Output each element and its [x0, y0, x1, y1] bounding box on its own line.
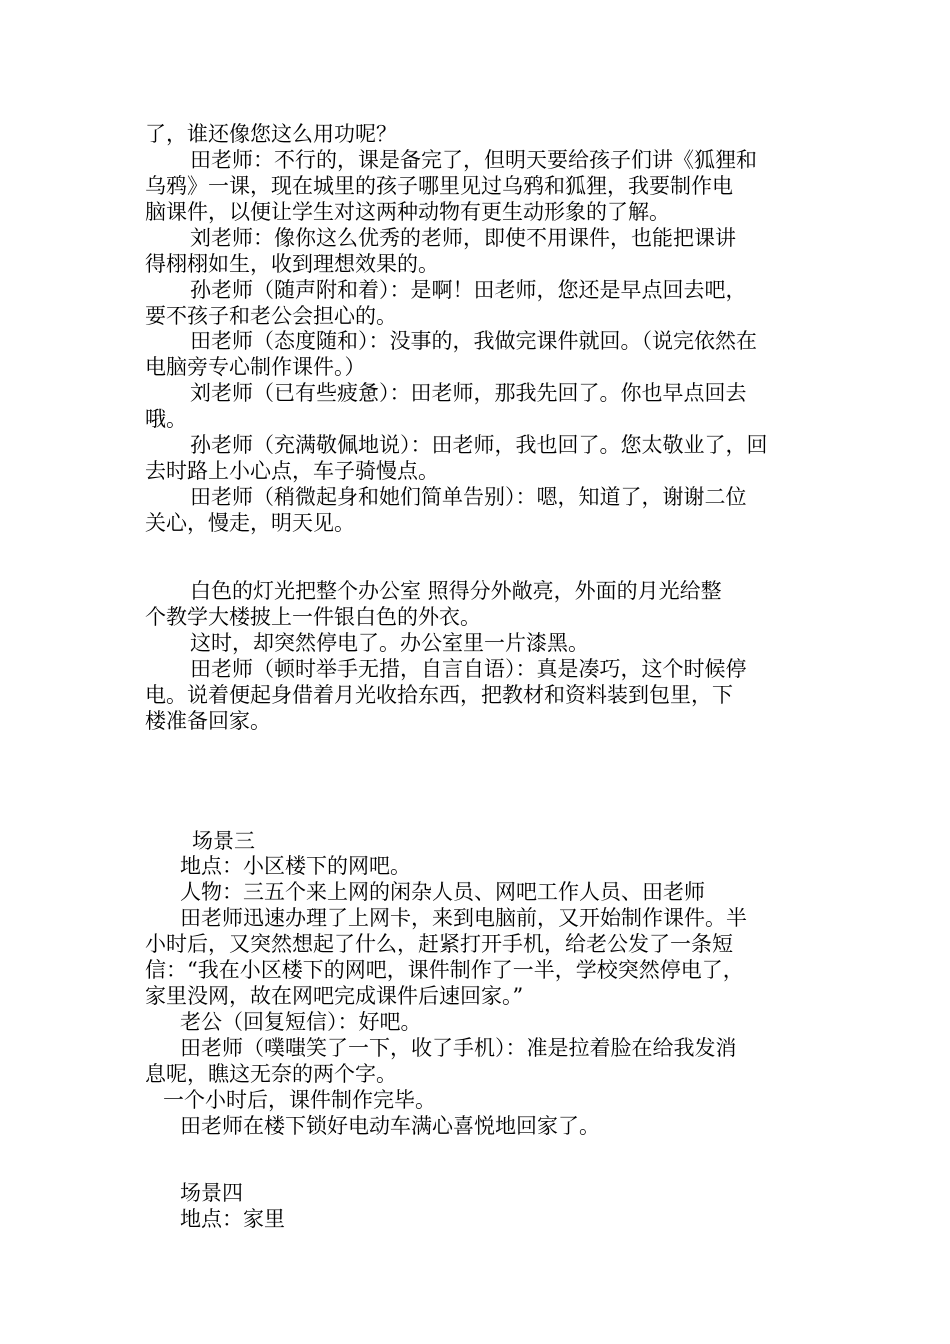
text-line: 楼准备回家。 [145, 709, 271, 733]
scene-heading: 场景四 [180, 1181, 243, 1205]
text-line: 小时后，又突然想起了什么，赶紧打开手机，给老公发了一条短 [145, 932, 733, 956]
text-line: 去时路上小心点，车子骑慢点。 [145, 459, 439, 483]
characters-line: 人物：三五个来上网的闲杂人员、网吧工作人员、田老师 [180, 880, 705, 904]
location-line: 地点：家里 [180, 1207, 285, 1231]
text-line: 家里没网，故在网吧完成课件后速回家。” [145, 984, 524, 1008]
dialogue-line: 田老师（顿时举手无措，自言自语）：真是凑巧，这个时候停 [190, 657, 747, 681]
narration-line: 田老师迅速办理了上网卡，来到电脑前，又开始制作课件。半 [180, 906, 747, 930]
text-line: 息呢，瞧这无奈的两个字。 [145, 1062, 397, 1086]
narration-line: 白色的灯光把整个办公室 照得分外敞亮，外面的月光给整 [190, 579, 722, 603]
dialogue-line: 田老师：不行的，课是备完了，但明天要给孩子们讲《狐狸和 [190, 148, 757, 172]
text-line: 乌鸦》一课，现在城里的孩子哪里见过乌鸦和狐狸，我要制作电 [145, 174, 733, 198]
text-line: 得栩栩如生，收到理想效果的。 [145, 252, 439, 276]
narration-line: 田老师在楼下锁好电动车满心喜悦地回家了。 [180, 1114, 600, 1138]
dialogue-line: 孙老师（随声附和着）：是啊！田老师，您还是早点回去吧， [190, 278, 747, 302]
text-line: 电脑旁专心制作课件。） [145, 355, 366, 379]
text-line: 关心，慢走，明天见。 [145, 511, 355, 535]
dialogue-line: 老公（回复短信）：好吧。 [180, 1010, 422, 1034]
location-line: 地点：小区楼下的网吧。 [180, 854, 411, 878]
text-line: 哦。 [145, 407, 187, 431]
narration-line: 这时，却突然停电了。办公室里一片漆黑。 [190, 631, 589, 655]
dialogue-line: 田老师（噗嗤笑了一下，收了手机）：准是拉着脸在给我发消 [180, 1036, 737, 1060]
dialogue-line: 刘老师：像你这么优秀的老师，即使不用课件，也能把课讲 [190, 226, 736, 250]
text-line: 个教学大楼披上一件银白色的外衣。 [145, 605, 481, 629]
text-line: 电。说着便起身借着月光收拾东西，把教材和资料装到包里，下 [145, 683, 733, 707]
text-line: 脑课件，以便让学生对这两种动物有更生动形象的了解。 [145, 200, 670, 224]
scene-heading: 场景三 [192, 829, 255, 853]
dialogue-line: 田老师（稍微起身和她们简单告别）：嗯，知道了，谢谢二位 [190, 485, 747, 509]
text-line: 要不孩子和老公会担心的。 [145, 304, 397, 328]
text-line: 了，谁还像您这么用功呢？ [145, 122, 397, 146]
narration-line: 一个小时后，课件制作完毕。 [163, 1088, 436, 1112]
dialogue-line: 田老师（态度随和）：没事的，我做完课件就回。（说完依然在 [190, 329, 757, 353]
dialogue-line: 孙老师（充满敬佩地说）：田老师，我也回了。您太敬业了，回 [190, 433, 768, 457]
text-line: 信：“我在小区楼下的网吧，课件制作了一半，学校突然停电了， [145, 958, 744, 982]
dialogue-line: 刘老师（已有些疲惫）：田老师，那我先回了。你也早点回去 [190, 381, 747, 405]
